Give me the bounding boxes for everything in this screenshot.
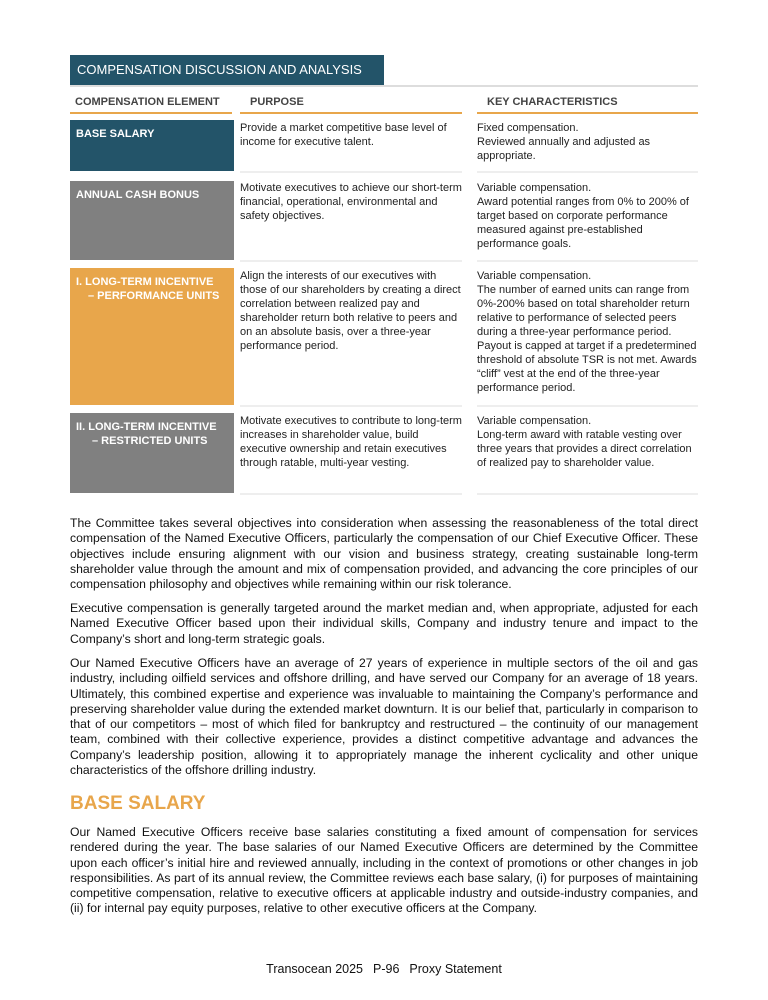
divider <box>70 85 698 87</box>
char-line: Long-term award with ratable vesting over three years that provides a direct correlation of realized pay to shareholder value. <box>477 429 692 469</box>
element-label-2: – PERFORMANCE UNITS <box>88 290 220 302</box>
element-label: I. LONG-TERM INCENTIVE <box>76 276 214 288</box>
element-label: ANNUAL CASH BONUS <box>76 189 200 201</box>
char-line: Variable compensation. <box>477 182 592 194</box>
paragraph: Our Named Executive Officers receive base salaries constituting a fixed amount of compensation for services rendered during the year. The base salaries of our Named Executive Officers are determined by the Committee upon each officer’s initial hire and reviewed annually, including in the context of promotions or other changes in job responsibilities. As part of its annual review, the Committee reviews each base salary, (i) for purposes of maintaining competitive compensation, relative to executive officers at applicable industry and outside-industry companies, and (ii) for internal pay equity purposes, relative to other executive officers at the Company. <box>70 825 698 916</box>
element-label: BASE SALARY <box>76 128 155 140</box>
page-footer <box>0 962 768 976</box>
char-line: Variable compensation. <box>477 270 592 282</box>
paragraph: The Committee takes several objectives into consideration when assessing the reasonableness of the total direct compensation of the Named Executive Officers, particularly the compensation of our Chief Executive Officer. These objectives include ensuring alignment with our vision and business strategy, creating sustainable long-term shareholder value through the amount and mix of compensation provided, and advancing the core principles of our compensation philosophy and objectives while remaining within our risk tolerance. <box>70 516 698 592</box>
char-line: Award potential ranges from 0% to 200% of target based on corporate performance measured against pre-established performance goals. <box>477 196 689 250</box>
element-performance-units <box>70 268 234 405</box>
column-header-characteristics: KEY CHARACTERISTICS <box>477 96 698 114</box>
char-line: Variable compensation. <box>477 415 592 427</box>
char-line: The number of earned units can range from 0%-200% based on total shareholder return relative to performance of selected peers during a three-year performance period. Payout is capped at target if a predetermined threshold of absolute TSR is not met. Awards “cliff” vest at the end of the three-year performance period. <box>477 284 697 394</box>
element-base-salary <box>70 120 234 171</box>
paragraph: Executive compensation is generally targeted around the market median and, when appropriate, adjusted for each Named Executive Officer based upon their individual skills, Company and industry tenure and impact to the Company’s short and long-term strategic goals. <box>70 601 698 646</box>
footer-doc: Proxy Statement <box>409 962 502 976</box>
purpose-cell: Provide a market competitive base level of income for executive talent. <box>240 121 462 173</box>
characteristics-cell <box>477 414 698 495</box>
characteristics-cell <box>477 121 698 173</box>
column-header-element: COMPENSATION ELEMENT <box>70 96 232 114</box>
characteristics-cell <box>477 181 698 262</box>
paragraph: Our Named Executive Officers have an average of 27 years of experience in multiple sectors of the oil and gas industry, including oilfield services and offshore drilling, and have served our Company for an average of 18 years. Ultimately, this combined expertise and experience was invaluable to maintaining the Company’s performance and preserving shareholder value during the extended market downturn. It is our belief that, particularly in comparison to that of our competitors – most of which filed for bankruptcy and restructured – the continuity of our management team, combined with their collective experience, provides a distinct competitive advantage and advances the Company’s leadership position, allowing it to appropriately manage the inherent cyclicality and other unique characteristics of the offshore drilling industry. <box>70 656 698 778</box>
section-banner: COMPENSATION DISCUSSION AND ANALYSIS <box>70 55 384 85</box>
element-label: II. LONG-TERM INCENTIVE <box>76 421 217 433</box>
purpose-cell: Align the interests of our executives with those of our shareholders by creating a direct correlation between realized pay and shareholder return both relative to peers and on an absolute basis, over a three-year performance period. <box>240 269 462 407</box>
characteristics-cell <box>477 269 698 407</box>
element-restricted-units <box>70 413 234 493</box>
char-line: Reviewed annually and adjusted as appropriate. <box>477 136 651 162</box>
section-heading: BASE SALARY <box>70 793 206 814</box>
purpose-cell: Motivate executives to achieve our short-term financial, operational, environmental and safety objectives. <box>240 181 462 262</box>
footer-company: Transocean 2025 <box>266 962 363 976</box>
purpose-cell: Motivate executives to contribute to long-term increases in shareholder value, build executive ownership and retain executives through ratable, multi-year vesting. <box>240 414 462 495</box>
element-label-2: – RESTRICTED UNITS <box>92 435 208 447</box>
element-annual-cash-bonus <box>70 181 234 260</box>
char-line: Fixed compensation. <box>477 122 579 134</box>
column-header-purpose: PURPOSE <box>240 96 462 114</box>
footer-page: P-96 <box>373 962 400 976</box>
